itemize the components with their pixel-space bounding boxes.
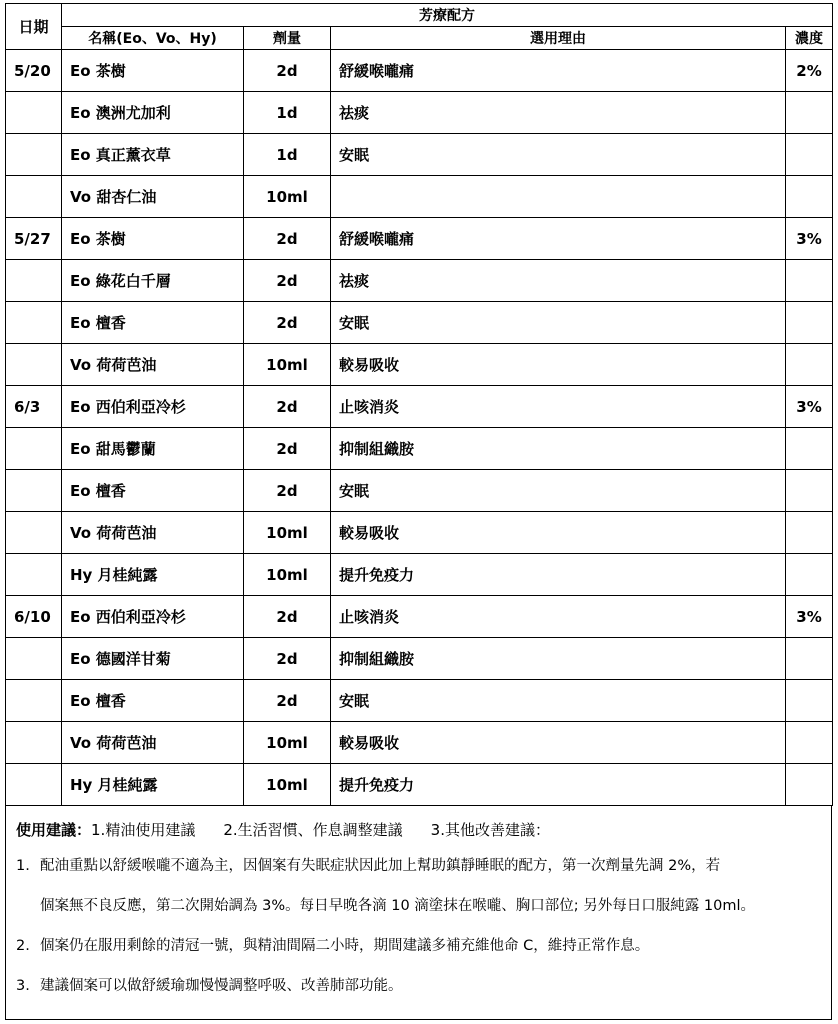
cell-date	[6, 344, 62, 386]
header-reason: 選用理由	[331, 27, 786, 50]
suggestion-paragraph-1	[16, 846, 821, 886]
header-dose: 劑量	[244, 27, 331, 50]
cell-reason: 安眠	[331, 134, 786, 176]
table-row	[6, 218, 833, 260]
cell-date	[6, 722, 62, 764]
cell-reason: 安眠	[331, 680, 786, 722]
header-row-1	[6, 4, 833, 27]
cell-date: 6/3	[6, 386, 62, 428]
table-row	[6, 260, 833, 302]
cell-concentration	[786, 176, 833, 218]
cell-reason: 舒緩喉嚨痛	[331, 218, 786, 260]
cell-name: Eo 德國洋甘菊	[62, 638, 244, 680]
cell-date	[6, 260, 62, 302]
paragraph-1-line-1: 配油重點以舒緩喉嚨不適為主，因個案有失眠症狀因此加上幫助鎮靜睡眠的配方，第一次劑量先調 2%，若	[40, 858, 721, 874]
header-concentration: 濃度	[786, 27, 833, 50]
suggestions-label: 使用建議：	[16, 821, 92, 839]
table-row	[6, 50, 833, 92]
cell-reason: 提升免疫力	[331, 554, 786, 596]
table-row	[6, 386, 833, 428]
cell-name: Hy 月桂純露	[62, 764, 244, 806]
cell-reason: 止咳消炎	[331, 596, 786, 638]
cell-concentration	[786, 428, 833, 470]
table-row	[6, 638, 833, 680]
cell-name: Eo 綠花白千層	[62, 260, 244, 302]
cell-concentration	[786, 764, 833, 806]
cell-date	[6, 764, 62, 806]
cell-dose: 10ml	[244, 764, 331, 806]
suggestions-header	[16, 814, 821, 846]
cell-concentration: 2%	[786, 50, 833, 92]
table-row	[6, 470, 833, 512]
cell-dose: 2d	[244, 680, 331, 722]
document	[5, 3, 832, 1020]
cell-dose: 1d	[244, 134, 331, 176]
cell-concentration	[786, 470, 833, 512]
suggestion-paragraph-2	[16, 926, 821, 966]
cell-concentration	[786, 722, 833, 764]
cell-date	[6, 134, 62, 176]
cell-concentration	[786, 512, 833, 554]
table-row	[6, 302, 833, 344]
usage-suggestions	[5, 806, 832, 1020]
cell-date: 6/10	[6, 596, 62, 638]
table-row	[6, 512, 833, 554]
cell-concentration	[786, 92, 833, 134]
cell-name: Vo 荷荷芭油	[62, 344, 244, 386]
table-row	[6, 764, 833, 806]
cell-date	[6, 638, 62, 680]
cell-dose: 2d	[244, 428, 331, 470]
cell-concentration	[786, 638, 833, 680]
table-row	[6, 92, 833, 134]
table-row	[6, 344, 833, 386]
cell-dose: 2d	[244, 50, 331, 92]
cell-reason: 較易吸收	[331, 722, 786, 764]
cell-reason: 舒緩喉嚨痛	[331, 50, 786, 92]
cell-reason: 抑制組織胺	[331, 638, 786, 680]
cell-reason: 提升免疫力	[331, 764, 786, 806]
table-body	[6, 4, 833, 806]
cell-concentration	[786, 344, 833, 386]
cell-date: 5/20	[6, 50, 62, 92]
cell-reason: 祛痰	[331, 260, 786, 302]
cell-date	[6, 176, 62, 218]
cell-date	[6, 512, 62, 554]
cell-dose: 2d	[244, 218, 331, 260]
cell-concentration: 3%	[786, 386, 833, 428]
cell-dose: 2d	[244, 596, 331, 638]
table-row	[6, 134, 833, 176]
cell-reason: 較易吸收	[331, 344, 786, 386]
cell-dose: 2d	[244, 260, 331, 302]
cell-name: Eo 西伯利亞冷杉	[62, 386, 244, 428]
cell-name: Hy 月桂純露	[62, 554, 244, 596]
cell-name: Eo 檀香	[62, 680, 244, 722]
cell-name: Eo 茶樹	[62, 218, 244, 260]
cell-concentration	[786, 134, 833, 176]
cell-date	[6, 554, 62, 596]
paragraph-1-number: 1.	[16, 858, 30, 874]
table-row	[6, 722, 833, 764]
header-formula: 芳療配方	[62, 4, 833, 27]
cell-concentration	[786, 260, 833, 302]
cell-name: Vo 甜杏仁油	[62, 176, 244, 218]
paragraph-2-text: 個案仍在服用剩餘的清冠一號，與精油間隔二小時，期間建議多補充維他命 C，維持正常作息。	[40, 938, 650, 954]
cell-reason: 安眠	[331, 470, 786, 512]
cell-name: Eo 茶樹	[62, 50, 244, 92]
cell-name: Vo 荷荷芭油	[62, 722, 244, 764]
cell-dose: 10ml	[244, 512, 331, 554]
cell-name: Eo 檀香	[62, 302, 244, 344]
cell-dose: 10ml	[244, 176, 331, 218]
cell-date: 5/27	[6, 218, 62, 260]
cell-dose: 2d	[244, 638, 331, 680]
cell-date	[6, 428, 62, 470]
suggestion-option-1: 1.精油使用建議	[91, 821, 196, 839]
cell-date	[6, 92, 62, 134]
cell-reason: 安眠	[331, 302, 786, 344]
table-row	[6, 680, 833, 722]
cell-reason: 抑制組織胺	[331, 428, 786, 470]
cell-concentration	[786, 554, 833, 596]
cell-dose: 2d	[244, 386, 331, 428]
cell-name: Eo 西伯利亞冷杉	[62, 596, 244, 638]
cell-concentration: 3%	[786, 596, 833, 638]
cell-dose: 2d	[244, 302, 331, 344]
header-name: 名稱(Eo、Vo、Hy)	[62, 27, 244, 50]
cell-dose: 2d	[244, 470, 331, 512]
suggestion-paragraph-3	[16, 966, 821, 1006]
paragraph-3-text: 建議個案可以做舒緩瑜珈慢慢調整呼吸、改善肺部功能。	[40, 978, 403, 994]
suggestion-option-2: 2.生活習慣、作息調整建議	[223, 821, 403, 839]
aromatherapy-table	[5, 3, 833, 806]
table-row	[6, 554, 833, 596]
suggestion-paragraph-1-continued	[16, 886, 821, 926]
header-date: 日期	[6, 4, 62, 50]
cell-reason	[331, 176, 786, 218]
table-row	[6, 596, 833, 638]
cell-date	[6, 302, 62, 344]
cell-dose: 1d	[244, 92, 331, 134]
cell-name: Eo 真正薰衣草	[62, 134, 244, 176]
cell-reason: 祛痰	[331, 92, 786, 134]
cell-dose: 10ml	[244, 344, 331, 386]
paragraph-3-number: 3.	[16, 978, 30, 994]
suggestion-option-3: 3.其他改善建議：	[430, 821, 550, 839]
cell-reason: 止咳消炎	[331, 386, 786, 428]
cell-concentration	[786, 680, 833, 722]
cell-concentration: 3%	[786, 218, 833, 260]
cell-name: Vo 荷荷芭油	[62, 512, 244, 554]
cell-reason: 較易吸收	[331, 512, 786, 554]
header-row-2	[6, 27, 833, 50]
cell-date	[6, 680, 62, 722]
table-row	[6, 176, 833, 218]
cell-dose: 10ml	[244, 722, 331, 764]
cell-name: Eo 檀香	[62, 470, 244, 512]
cell-name: Eo 澳洲尤加利	[62, 92, 244, 134]
table-row	[6, 428, 833, 470]
cell-dose: 10ml	[244, 554, 331, 596]
cell-date	[6, 470, 62, 512]
paragraph-2-number: 2.	[16, 938, 30, 954]
cell-name: Eo 甜馬鬱蘭	[62, 428, 244, 470]
cell-concentration	[786, 302, 833, 344]
paragraph-1-line-2: 個案無不良反應，第二次開始調為 3%。每日早晚各滴 10 滴塗抹在喉嚨、胸口部位; 另外每日口服純露 10ml。	[40, 898, 755, 914]
